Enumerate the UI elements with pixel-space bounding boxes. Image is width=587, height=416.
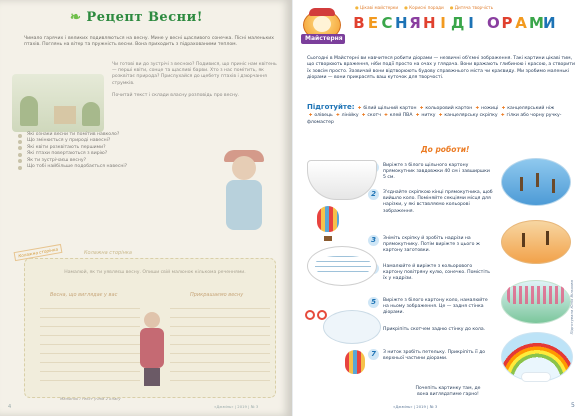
step-7: 7 З ниток зробіть петельку. Прикріпіть її до верхньої частини діорами. bbox=[383, 350, 493, 362]
closing-text: Почепіть картинку там, де вона виглядатиме гарно! bbox=[415, 386, 481, 398]
material-item: ✚ клей ПВА bbox=[382, 113, 412, 118]
title-letter: С bbox=[381, 14, 393, 32]
material-item: ✚ лінійку bbox=[334, 113, 358, 118]
left-caption: Малюнок і текст учнів 2 класу bbox=[60, 396, 121, 401]
title-letter: М bbox=[529, 14, 544, 32]
section-tag: ● Корисні поради bbox=[404, 5, 444, 10]
material-item: ✚ олівець bbox=[307, 113, 333, 118]
materials-block bbox=[307, 104, 575, 126]
list-item: Які ознаки весни ти помітив навколо? bbox=[18, 132, 208, 138]
list-item: Які птахи повертаються з вирію? bbox=[18, 151, 208, 157]
left-title-text: Рецепт Весни! bbox=[86, 10, 203, 25]
step-3: 3 Зніміть скріпку й зробіть надрізи на прямокутнику. Потім виріжте з цього ж картону заготовки. bbox=[383, 236, 493, 255]
section-tag: ● Дитяча творчість bbox=[450, 5, 493, 10]
right-page-number: 5 bbox=[571, 402, 575, 409]
page-title bbox=[353, 14, 555, 32]
collage-badge: Колажна сторінка bbox=[14, 244, 63, 261]
title-letter: Н bbox=[423, 14, 436, 32]
list-item: Що змінюється у природі навесні? bbox=[18, 138, 208, 144]
material-item: ✚ гілки або чорну ручку-фломастер bbox=[307, 113, 561, 124]
title-letter: Е bbox=[367, 14, 379, 32]
title-letter: І bbox=[468, 14, 474, 32]
list-item: Що тобі найбільше подобається навесні? bbox=[18, 164, 208, 170]
material-item: ✚ ножиці bbox=[474, 106, 499, 111]
title-letter: О bbox=[487, 14, 500, 32]
hot-air-balloon-icon bbox=[317, 206, 339, 232]
scissors-icon bbox=[305, 308, 341, 324]
collage-box-title: Колажна сторінка bbox=[80, 250, 136, 256]
title-letter: Р bbox=[501, 14, 513, 32]
left-intro-text: Чимало гарячих і великих подивляються на весну. Мине у весні щасливого сонечка. Пісні маленьких птахів. Поглянь на вітер та пружність весни. Вона приходить з підрахованими теплом. bbox=[24, 36, 274, 48]
sunset-diorama-photo bbox=[501, 220, 571, 264]
title-letter: И bbox=[543, 14, 556, 32]
girl-illustration bbox=[210, 150, 280, 240]
title-letter: Д bbox=[451, 14, 465, 32]
material-item: ✚ кольоровий картон bbox=[418, 106, 472, 111]
house-icon bbox=[54, 106, 76, 124]
section-tag: ● Цікаві майстерки bbox=[355, 5, 398, 10]
step-2: 2 З'єднайте скріпкою кінці прямокутника, щоб вийшло коло. Поміняйте секціями місця для нарізки, у які вставляємо кольорові зображення. bbox=[383, 190, 493, 215]
writing-lines-b bbox=[170, 300, 270, 381]
list-item: Які квіти розквітають першими? bbox=[18, 145, 208, 151]
left-page-title bbox=[70, 10, 203, 25]
title-letter: Н bbox=[395, 14, 408, 32]
left-story-task: Почитай текст і склади власну розповідь про весну. bbox=[112, 92, 240, 98]
tree-icon bbox=[82, 102, 100, 126]
left-story-block bbox=[112, 62, 280, 99]
winter-diorama-photo bbox=[501, 158, 571, 206]
right-magazine-footer: «Джміль» | 2019 | № 3 bbox=[393, 404, 438, 409]
collage-column-a-title: Весна, що виглядає у вас bbox=[50, 292, 118, 298]
tree-icon bbox=[20, 96, 38, 126]
intro-text: Сьогодні в Майстерні ви навчитеся робити діорами — незвичні об'ємні зображення. Такі картини цікаві тим, що створюють враження, ніби події просто на очах у глядача. Вони вражають глибиною і красою, а створити їх зовсім просто. Зазвичай вони відтворюють будову справжнього міста чи краєвиду. Ми зробимо маленькі діорами — вони прикрасять ваш куточок для творчості. bbox=[307, 56, 575, 81]
step-4: Намалюйте й виріжте з кольорового картону повітряну кулю, сонечко. Помістіть їх у надрізи. bbox=[383, 264, 493, 283]
step-6: Прикріпіть скотчем задню стінку до кола. bbox=[383, 327, 493, 333]
workshop-logo bbox=[301, 6, 343, 42]
material-item: ✚ нитку bbox=[414, 113, 436, 118]
hot-air-balloon-icon bbox=[345, 350, 365, 374]
leaf-icon: ❧ bbox=[70, 10, 87, 25]
material-item: ✚ скотч bbox=[360, 113, 381, 118]
cloud-icon bbox=[521, 372, 551, 382]
spring-landscape-illustration bbox=[12, 74, 104, 132]
step-5: 5 Виріжте з білого картону коло, намалюйте на ньому зображення. Це — задня стінка діорами. bbox=[383, 298, 493, 317]
left-story-text: Чи готові ви до зустрічі з весною? Подивися, що приніс нам квітень — перші квіти, сонце та щасливі барви. Хто з нас помітить, як розквітає природа? Прислухайся до щебету птахів і дзюрчання струмків. bbox=[112, 62, 277, 86]
left-page bbox=[0, 0, 292, 416]
material-item: ✚ канцелярську скріпку bbox=[437, 113, 498, 118]
steps-title: До роботи! bbox=[421, 145, 470, 154]
author-caption: Підготувала Юлія Вільхова bbox=[569, 280, 574, 335]
step-1: Виріжте з білого щільного картону прямокутник завдовжки 40 см і завширшки 5 см. bbox=[383, 163, 493, 182]
collage-box-text: Намалюй, як ти уявляєш весну. Опиши свій малюнок кількома реченнями. bbox=[64, 270, 246, 275]
left-page-number: 4 bbox=[8, 404, 12, 410]
writing-lines-a bbox=[40, 300, 140, 381]
title-letter: І bbox=[440, 14, 446, 32]
collage-column-b-title: Прикрашаємо весну bbox=[190, 292, 244, 298]
left-questions-list bbox=[18, 132, 208, 170]
right-page bbox=[293, 0, 587, 416]
logo-text: Майстерня bbox=[305, 35, 343, 42]
material-item: ✚ білий щільний картон bbox=[356, 106, 417, 111]
cardboard-ring-photo bbox=[307, 160, 377, 200]
material-item: ✚ канцелярський ніж bbox=[500, 106, 554, 111]
title-letter: А bbox=[515, 14, 527, 32]
materials-label: Підготуйте: bbox=[307, 103, 355, 111]
flowers-icon bbox=[507, 286, 565, 304]
list-item: Як ти зустрічаєш весну? bbox=[18, 158, 208, 164]
musician-illustration bbox=[132, 312, 172, 388]
title-letter: В bbox=[353, 14, 365, 32]
left-magazine-footer: «Джміль» | 2019 | № 3 bbox=[214, 404, 259, 409]
section-tags bbox=[355, 5, 493, 10]
title-letter: Я bbox=[409, 14, 421, 32]
